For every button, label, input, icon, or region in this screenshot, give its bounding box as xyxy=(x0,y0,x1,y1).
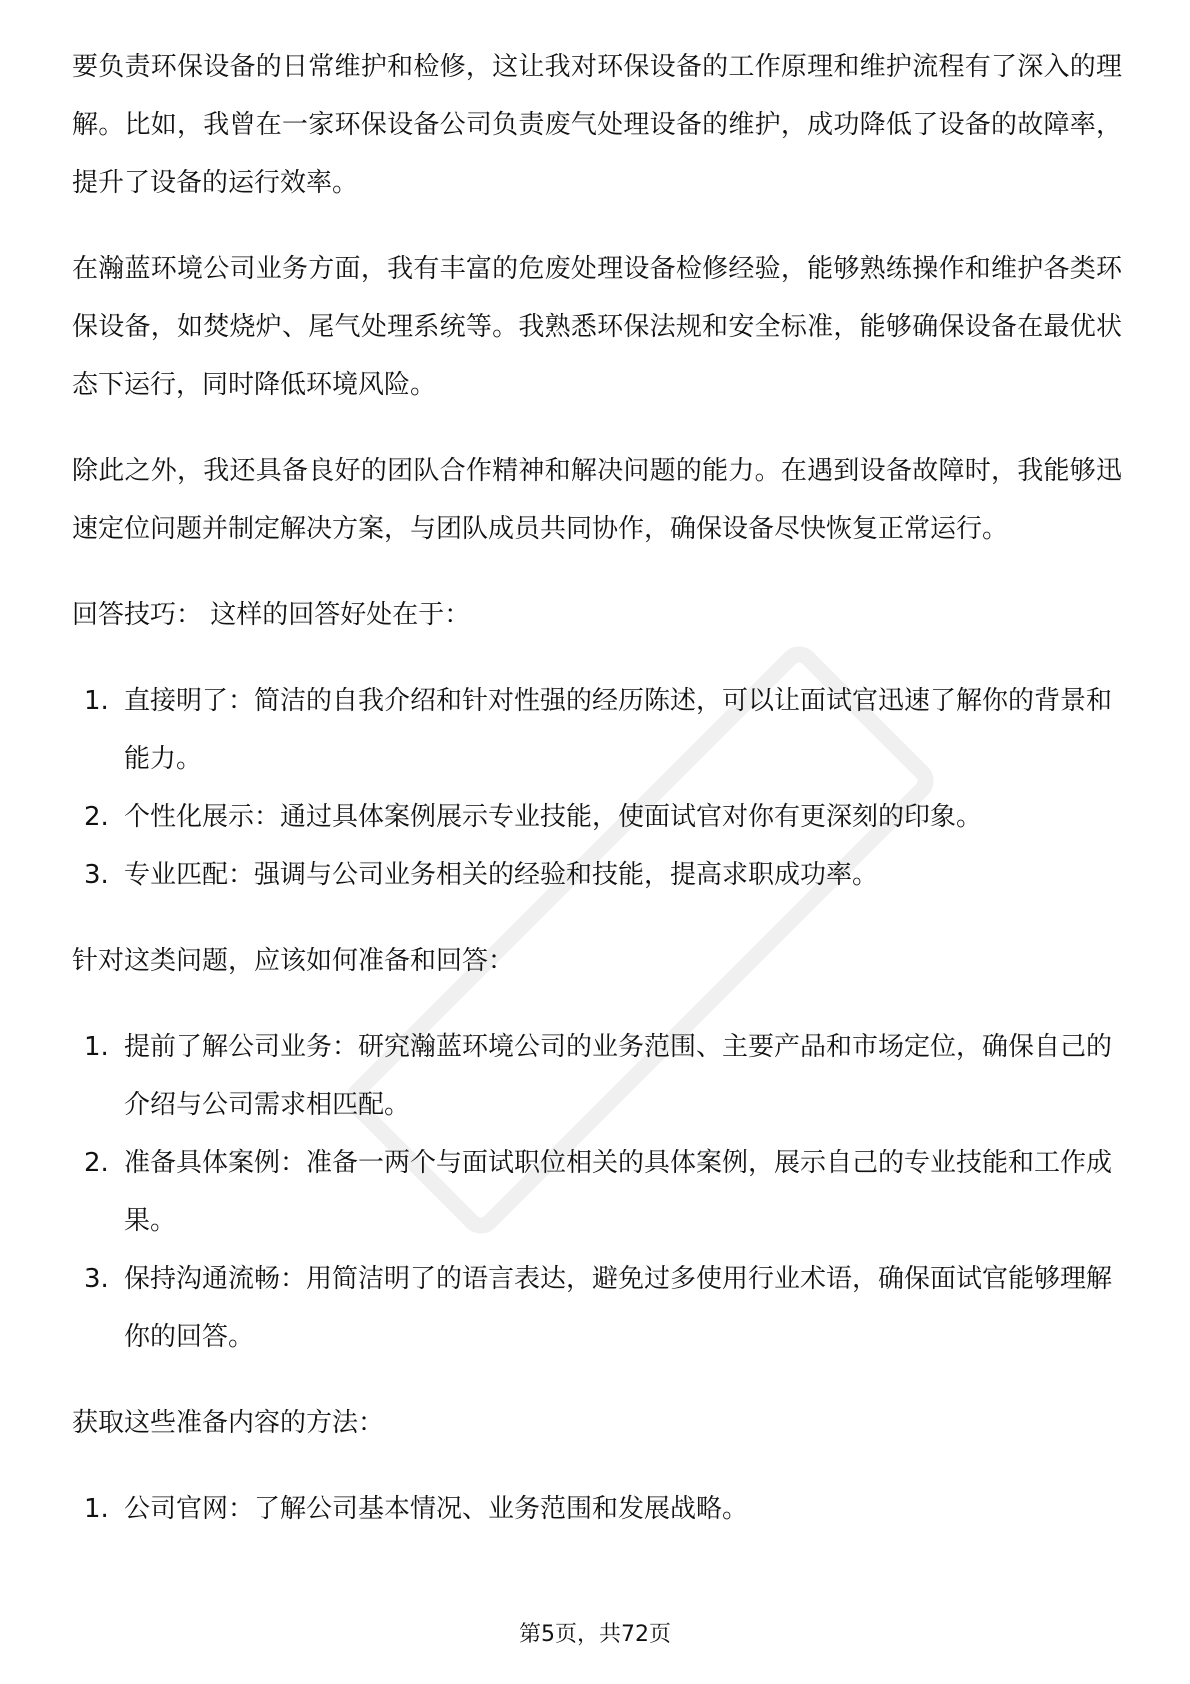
tips-list xyxy=(72,672,1122,904)
prepare-heading: 针对这类问题，应该如何准备和回答： xyxy=(72,946,515,976)
list-item xyxy=(72,672,1122,788)
list-item xyxy=(72,1134,1122,1250)
list-text: 准备具体案例：准备一两个与面试职位相关的具体案例，展示自己的专业技能和工作成果。 xyxy=(124,1148,1113,1236)
list-text: 公司官网：了解公司基本情况、业务范围和发展战略。 xyxy=(124,1494,749,1524)
list-text: 提前了解公司业务：研究瀚蓝环境公司的业务范围、主要产品和市场定位，确保自己的介绍与公司需求相匹配。 xyxy=(124,1032,1113,1120)
methods-heading: 获取这些准备内容的方法： xyxy=(72,1408,385,1438)
document-body xyxy=(72,38,1122,1566)
prepare-list xyxy=(72,1018,1122,1366)
list-item xyxy=(72,846,1122,904)
methods-list xyxy=(72,1480,1122,1538)
paragraph-2: 在瀚蓝环境公司业务方面，我有丰富的危废处理设备检修经验，能够熟练操作和维护各类环保设备，如焚烧炉、尾气处理系统等。我熟悉环保法规和安全标准，能够确保设备在最优状态下运行，同时降低环境风险。 xyxy=(72,254,1122,400)
list-text: 个性化展示：通过具体案例展示专业技能，使面试官对你有更深刻的印象。 xyxy=(124,802,983,832)
list-text: 直接明了：简洁的自我介绍和针对性强的经历陈述，可以让面试官迅速了解你的背景和能力。 xyxy=(124,686,1113,774)
list-number: 3. xyxy=(84,1264,109,1294)
list-number: 1. xyxy=(84,686,109,716)
list-number: 1. xyxy=(84,1494,109,1524)
list-number: 2. xyxy=(84,802,109,832)
list-item xyxy=(72,788,1122,846)
list-number: 1. xyxy=(84,1032,109,1062)
list-item xyxy=(72,1480,1122,1538)
paragraph-3: 除此之外，我还具备良好的团队合作精神和解决问题的能力。在遇到设备故障时，我能够迅速定位问题并制定解决方案，与团队成员共同协作，确保设备尽快恢复正常运行。 xyxy=(72,456,1122,544)
list-text: 保持沟通流畅：用简洁明了的语言表达，避免过多使用行业术语，确保面试官能够理解你的回答。 xyxy=(124,1264,1113,1352)
tips-heading: 回答技巧： 这样的回答好处在于： xyxy=(72,600,471,630)
list-number: 2. xyxy=(84,1148,109,1178)
list-text: 专业匹配：强调与公司业务相关的经验和技能，提高求职成功率。 xyxy=(124,860,879,890)
list-number: 3. xyxy=(84,860,109,890)
list-item xyxy=(72,1018,1122,1134)
list-item xyxy=(72,1250,1122,1366)
page-footer: 第5页，共72页 xyxy=(519,1622,671,1647)
paragraph-1: 要负责环保设备的日常维护和检修，这让我对环保设备的工作原理和维护流程有了深入的理解。比如，我曾在一家环保设备公司负责废气处理设备的维护，成功降低了设备的故障率，提升了设备的运行效率。 xyxy=(72,52,1122,198)
